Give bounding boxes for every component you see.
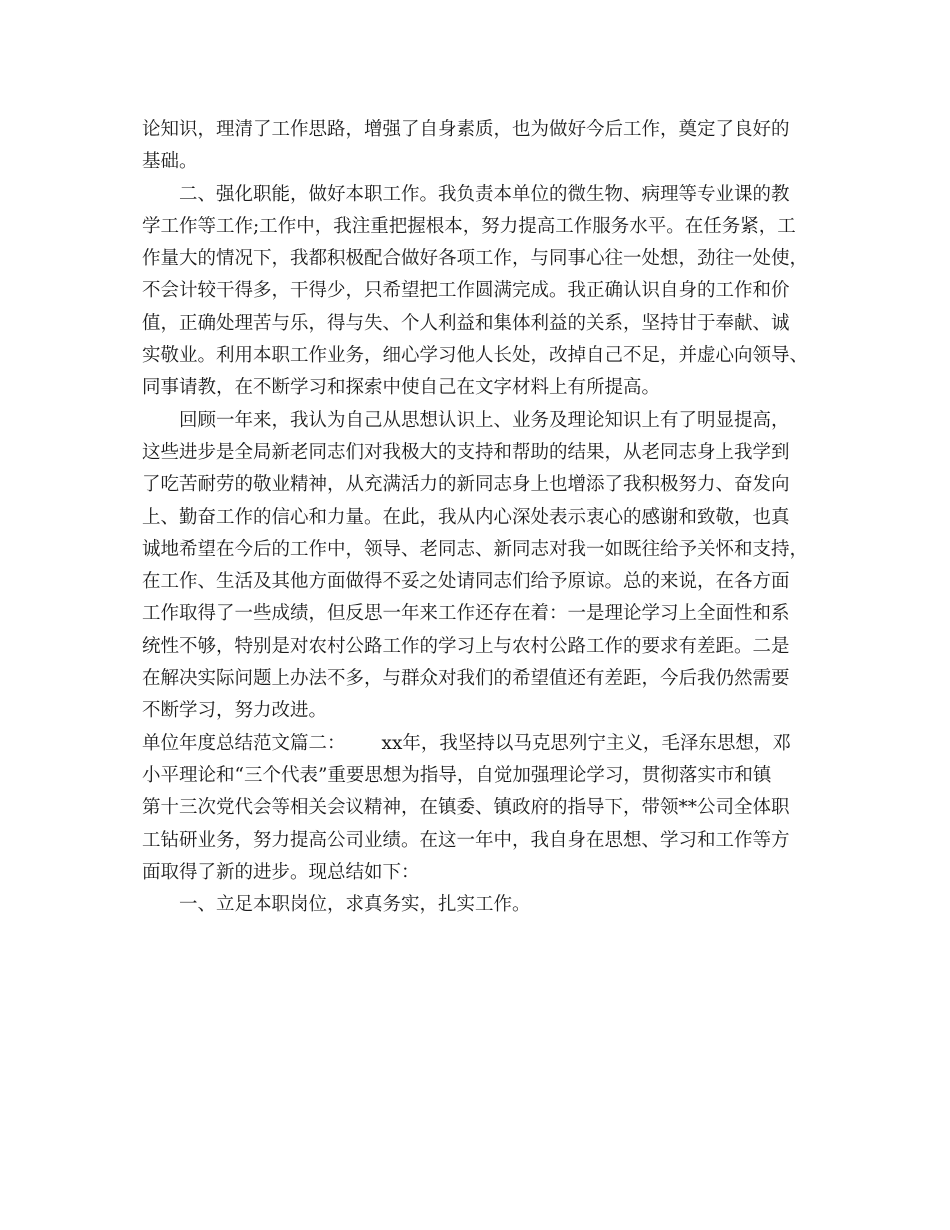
paragraph-line: 一、立足本职岗位，求真务实，扎实工作。	[179, 894, 531, 916]
document-body	[142, 114, 808, 921]
paragraph-line: 在工作、生活及其他方面做得不妥之处请同志们给予原谅。总的来说，在各方面	[142, 571, 790, 593]
paragraph-line: 不会计较干得多，干得少，只希望把工作圆满完成。我正确认识自身的工作和价	[142, 280, 790, 302]
section-heading: 单位年度总结范文篇二：	[142, 732, 346, 754]
paragraph-line: 第十三次党代会等相关会议精神，在镇委、镇政府的指导下，带领**公司全体职	[142, 797, 790, 819]
section2-first-text: xx年，我坚持以马克思列宁主义，毛泽东思想，邓	[381, 732, 791, 754]
paragraph-line: 不断学习，努力改进。	[142, 700, 328, 722]
section2-first-line	[142, 728, 808, 760]
paragraph-line: 小平理论和“三个代表”重要思想为指导，自觉加强理论学习，贯彻落实市和镇	[142, 764, 772, 786]
paragraph-line: 同事请教，在不断学习和探索中使自己在文字材料上有所提高。	[142, 377, 661, 399]
paragraph-line: 作量大的情况下，我都积极配合做好各项工作，与同事心往一处想，劲往一处使，	[142, 248, 808, 270]
paragraph-line: 工钻研业务，努力提高公司业绩。在这一年中，我自身在思想、学习和工作等方	[142, 829, 790, 851]
paragraph-line: 统性不够，特别是对农村公路工作的学习上与农村公路工作的要求有差距。二是	[142, 635, 790, 657]
paragraph-line: 基础。	[142, 151, 198, 173]
paragraph-line: 在解决实际问题上办法不多，与群众对我们的希望值还有差距，今后我仍然需要	[142, 668, 790, 690]
paragraph-line: 二、强化职能，做好本职工作。我负责本单位的微生物、病理等专业课的教	[179, 183, 790, 205]
paragraph-line: 工作取得了一些成绩，但反思一年来工作还存在着：一是理论学习上全面性和系	[142, 603, 790, 625]
paragraph-line: 学工作等工作;工作中，我注重把握根本，努力提高工作服务水平。在任务紧，工	[142, 215, 796, 237]
paragraph-line: 面取得了新的进步。现总结如下：	[142, 861, 420, 883]
paragraph-line: 这些进步是全局新老同志们对我极大的支持和帮助的结果，从老同志身上我学到	[142, 441, 790, 463]
paragraph-line: 论知识，理清了工作思路，增强了自身素质，也为做好今后工作，奠定了良好的	[142, 119, 790, 140]
paragraph-line: 上、勤奋工作的信心和力量。在此，我从内心深处表示衷心的感谢和致敬，也真	[142, 506, 790, 528]
paragraph-line: 实敬业。利用本职工作业务，细心学习他人长处，改掉自己不足，并虚心向领导、	[142, 345, 808, 367]
paragraph-line: 值，正确处理苦与乐，得与失、个人利益和集体利益的关系，坚持甘于奉献、诚	[142, 312, 790, 334]
paragraph-line: 诚地希望在今后的工作中，领导、老同志、新同志对我一如既往给予关怀和支持，	[142, 538, 808, 560]
paragraph-line: 了吃苦耐劳的敬业精神，从充满活力的新同志身上也增添了我积极努力、奋发向	[142, 474, 790, 496]
paragraph-line: 回顾一年来，我认为自己从思想认识上、业务及理论知识上有了明显提高，	[179, 409, 790, 431]
